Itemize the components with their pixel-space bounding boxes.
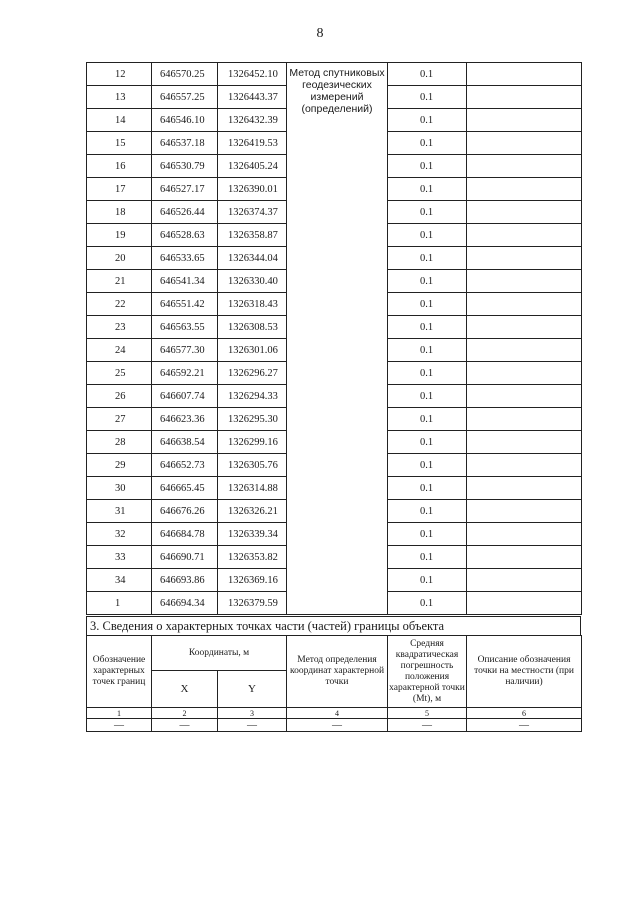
description-cell xyxy=(467,316,582,339)
accuracy-value: 0.1 xyxy=(388,132,467,155)
description-cell xyxy=(467,224,582,247)
point-number: 17 xyxy=(87,178,152,201)
y-coordinate: 1326314.88 xyxy=(218,477,287,500)
x-header: X xyxy=(152,671,218,708)
accuracy-value: 0.1 xyxy=(388,523,467,546)
y-coordinate: 1326296.27 xyxy=(218,362,287,385)
description-cell xyxy=(467,569,582,592)
x-coordinate: 646533.65 xyxy=(152,247,218,270)
y-coordinate: 1326326.21 xyxy=(218,500,287,523)
accuracy-value: 0.1 xyxy=(388,385,467,408)
x-coordinate: 646638.54 xyxy=(152,431,218,454)
description-cell xyxy=(467,178,582,201)
description-cell xyxy=(467,86,582,109)
y-coordinate: 1326344.04 xyxy=(218,247,287,270)
accuracy-header: Средняя квадратическая погрешность положения характерной точки (Mt), м xyxy=(388,636,467,708)
y-coordinate: 1326305.76 xyxy=(218,454,287,477)
description-cell xyxy=(467,362,582,385)
point-number: 30 xyxy=(87,477,152,500)
y-coordinate: 1326339.34 xyxy=(218,523,287,546)
x-coordinate: 646537.18 xyxy=(152,132,218,155)
point-number: 29 xyxy=(87,454,152,477)
description-cell xyxy=(467,132,582,155)
point-number: 22 xyxy=(87,293,152,316)
coordinates-table xyxy=(86,62,582,615)
description-cell xyxy=(467,500,582,523)
description-cell xyxy=(467,63,582,86)
accuracy-value: 0.1 xyxy=(388,247,467,270)
description-cell xyxy=(467,431,582,454)
description-cell xyxy=(467,523,582,546)
y-coordinate: 1326390.01 xyxy=(218,178,287,201)
accuracy-value: 0.1 xyxy=(388,178,467,201)
column-number: 3 xyxy=(218,708,287,719)
y-coordinate: 1326301.06 xyxy=(218,339,287,362)
description-cell xyxy=(467,293,582,316)
x-coordinate: 646527.17 xyxy=(152,178,218,201)
y-coordinate: 1326374.37 xyxy=(218,201,287,224)
column-number: 2 xyxy=(152,708,218,719)
point-number: 26 xyxy=(87,385,152,408)
y-coordinate: 1326419.53 xyxy=(218,132,287,155)
accuracy-value: 0.1 xyxy=(388,362,467,385)
empty-value: — xyxy=(152,719,218,732)
y-header: Y xyxy=(218,671,287,708)
point-number: 31 xyxy=(87,500,152,523)
y-coordinate: 1326299.16 xyxy=(218,431,287,454)
empty-value: — xyxy=(287,719,388,732)
empty-value: — xyxy=(388,719,467,732)
description-cell xyxy=(467,408,582,431)
accuracy-value: 0.1 xyxy=(388,224,467,247)
y-coordinate: 1326452.10 xyxy=(218,63,287,86)
point-number: 27 xyxy=(87,408,152,431)
point-number: 20 xyxy=(87,247,152,270)
x-coordinate: 646526.44 xyxy=(152,201,218,224)
point-number: 18 xyxy=(87,201,152,224)
y-coordinate: 1326318.43 xyxy=(218,293,287,316)
point-number: 19 xyxy=(87,224,152,247)
y-coordinate: 1326294.33 xyxy=(218,385,287,408)
accuracy-value: 0.1 xyxy=(388,592,467,615)
description-cell xyxy=(467,477,582,500)
accuracy-value: 0.1 xyxy=(388,500,467,523)
point-number: 14 xyxy=(87,109,152,132)
point-number: 21 xyxy=(87,270,152,293)
accuracy-value: 0.1 xyxy=(388,339,467,362)
point-number: 28 xyxy=(87,431,152,454)
column-number: 1 xyxy=(87,708,152,719)
y-coordinate: 1326353.82 xyxy=(218,546,287,569)
accuracy-value: 0.1 xyxy=(388,316,467,339)
accuracy-value: 0.1 xyxy=(388,408,467,431)
description-cell xyxy=(467,247,582,270)
accuracy-value: 0.1 xyxy=(388,201,467,224)
point-number: 23 xyxy=(87,316,152,339)
y-coordinate: 1326369.16 xyxy=(218,569,287,592)
coordinates-header: Координаты, м xyxy=(152,636,287,671)
accuracy-value: 0.1 xyxy=(388,63,467,86)
x-coordinate: 646694.34 xyxy=(152,592,218,615)
empty-value: — xyxy=(467,719,582,732)
y-coordinate: 1326358.87 xyxy=(218,224,287,247)
y-coordinate: 1326432.39 xyxy=(218,109,287,132)
point-number: 33 xyxy=(87,546,152,569)
point-number: 32 xyxy=(87,523,152,546)
x-coordinate: 646693.86 xyxy=(152,569,218,592)
x-coordinate: 646563.55 xyxy=(152,316,218,339)
x-coordinate: 646676.26 xyxy=(152,500,218,523)
x-coordinate: 646577.30 xyxy=(152,339,218,362)
x-coordinate: 646530.79 xyxy=(152,155,218,178)
section-3-table xyxy=(86,635,582,732)
accuracy-value: 0.1 xyxy=(388,155,467,178)
column-number: 5 xyxy=(388,708,467,719)
description-cell xyxy=(467,546,582,569)
accuracy-value: 0.1 xyxy=(388,546,467,569)
y-coordinate: 1326443.37 xyxy=(218,86,287,109)
accuracy-value: 0.1 xyxy=(388,431,467,454)
point-number: 25 xyxy=(87,362,152,385)
point-number: 13 xyxy=(87,86,152,109)
x-coordinate: 646541.34 xyxy=(152,270,218,293)
accuracy-value: 0.1 xyxy=(388,454,467,477)
point-number: 1 xyxy=(87,592,152,615)
x-coordinate: 646528.63 xyxy=(152,224,218,247)
method-cell: Метод спутниковых геодезических измерений (определений) xyxy=(287,63,388,615)
accuracy-value: 0.1 xyxy=(388,477,467,500)
description-cell xyxy=(467,270,582,293)
y-coordinate: 1326295.30 xyxy=(218,408,287,431)
column-number: 6 xyxy=(467,708,582,719)
x-coordinate: 646665.45 xyxy=(152,477,218,500)
point-number: 15 xyxy=(87,132,152,155)
accuracy-value: 0.1 xyxy=(388,86,467,109)
empty-value: — xyxy=(87,719,152,732)
description-cell xyxy=(467,385,582,408)
x-coordinate: 646684.78 xyxy=(152,523,218,546)
description-cell xyxy=(467,592,582,615)
y-coordinate: 1326405.24 xyxy=(218,155,287,178)
description-cell xyxy=(467,201,582,224)
page-number: 8 xyxy=(316,26,324,41)
point-number: 24 xyxy=(87,339,152,362)
x-coordinate: 646623.36 xyxy=(152,408,218,431)
x-coordinate: 646557.25 xyxy=(152,86,218,109)
point-number: 16 xyxy=(87,155,152,178)
designation-header: Обозначение характерных точек границ xyxy=(87,636,152,708)
accuracy-value: 0.1 xyxy=(388,270,467,293)
y-coordinate: 1326308.53 xyxy=(218,316,287,339)
method-header: Метод определения координат характерной точки xyxy=(287,636,388,708)
description-cell xyxy=(467,339,582,362)
table-row xyxy=(87,63,582,86)
x-coordinate: 646551.42 xyxy=(152,293,218,316)
column-number: 4 xyxy=(287,708,388,719)
x-coordinate: 646570.25 xyxy=(152,63,218,86)
accuracy-value: 0.1 xyxy=(388,109,467,132)
section-3-title: 3. Сведения о характерных точках части (частей) границы объекта xyxy=(86,616,581,636)
accuracy-value: 0.1 xyxy=(388,569,467,592)
description-cell xyxy=(467,109,582,132)
y-coordinate: 1326379.59 xyxy=(218,592,287,615)
description-header: Описание обозначения точки на местности (при наличии) xyxy=(467,636,582,708)
accuracy-value: 0.1 xyxy=(388,293,467,316)
empty-value: — xyxy=(218,719,287,732)
x-coordinate: 646607.74 xyxy=(152,385,218,408)
description-cell xyxy=(467,155,582,178)
description-cell xyxy=(467,454,582,477)
x-coordinate: 646690.71 xyxy=(152,546,218,569)
x-coordinate: 646592.21 xyxy=(152,362,218,385)
point-number: 12 xyxy=(87,63,152,86)
point-number: 34 xyxy=(87,569,152,592)
x-coordinate: 646546.10 xyxy=(152,109,218,132)
y-coordinate: 1326330.40 xyxy=(218,270,287,293)
x-coordinate: 646652.73 xyxy=(152,454,218,477)
